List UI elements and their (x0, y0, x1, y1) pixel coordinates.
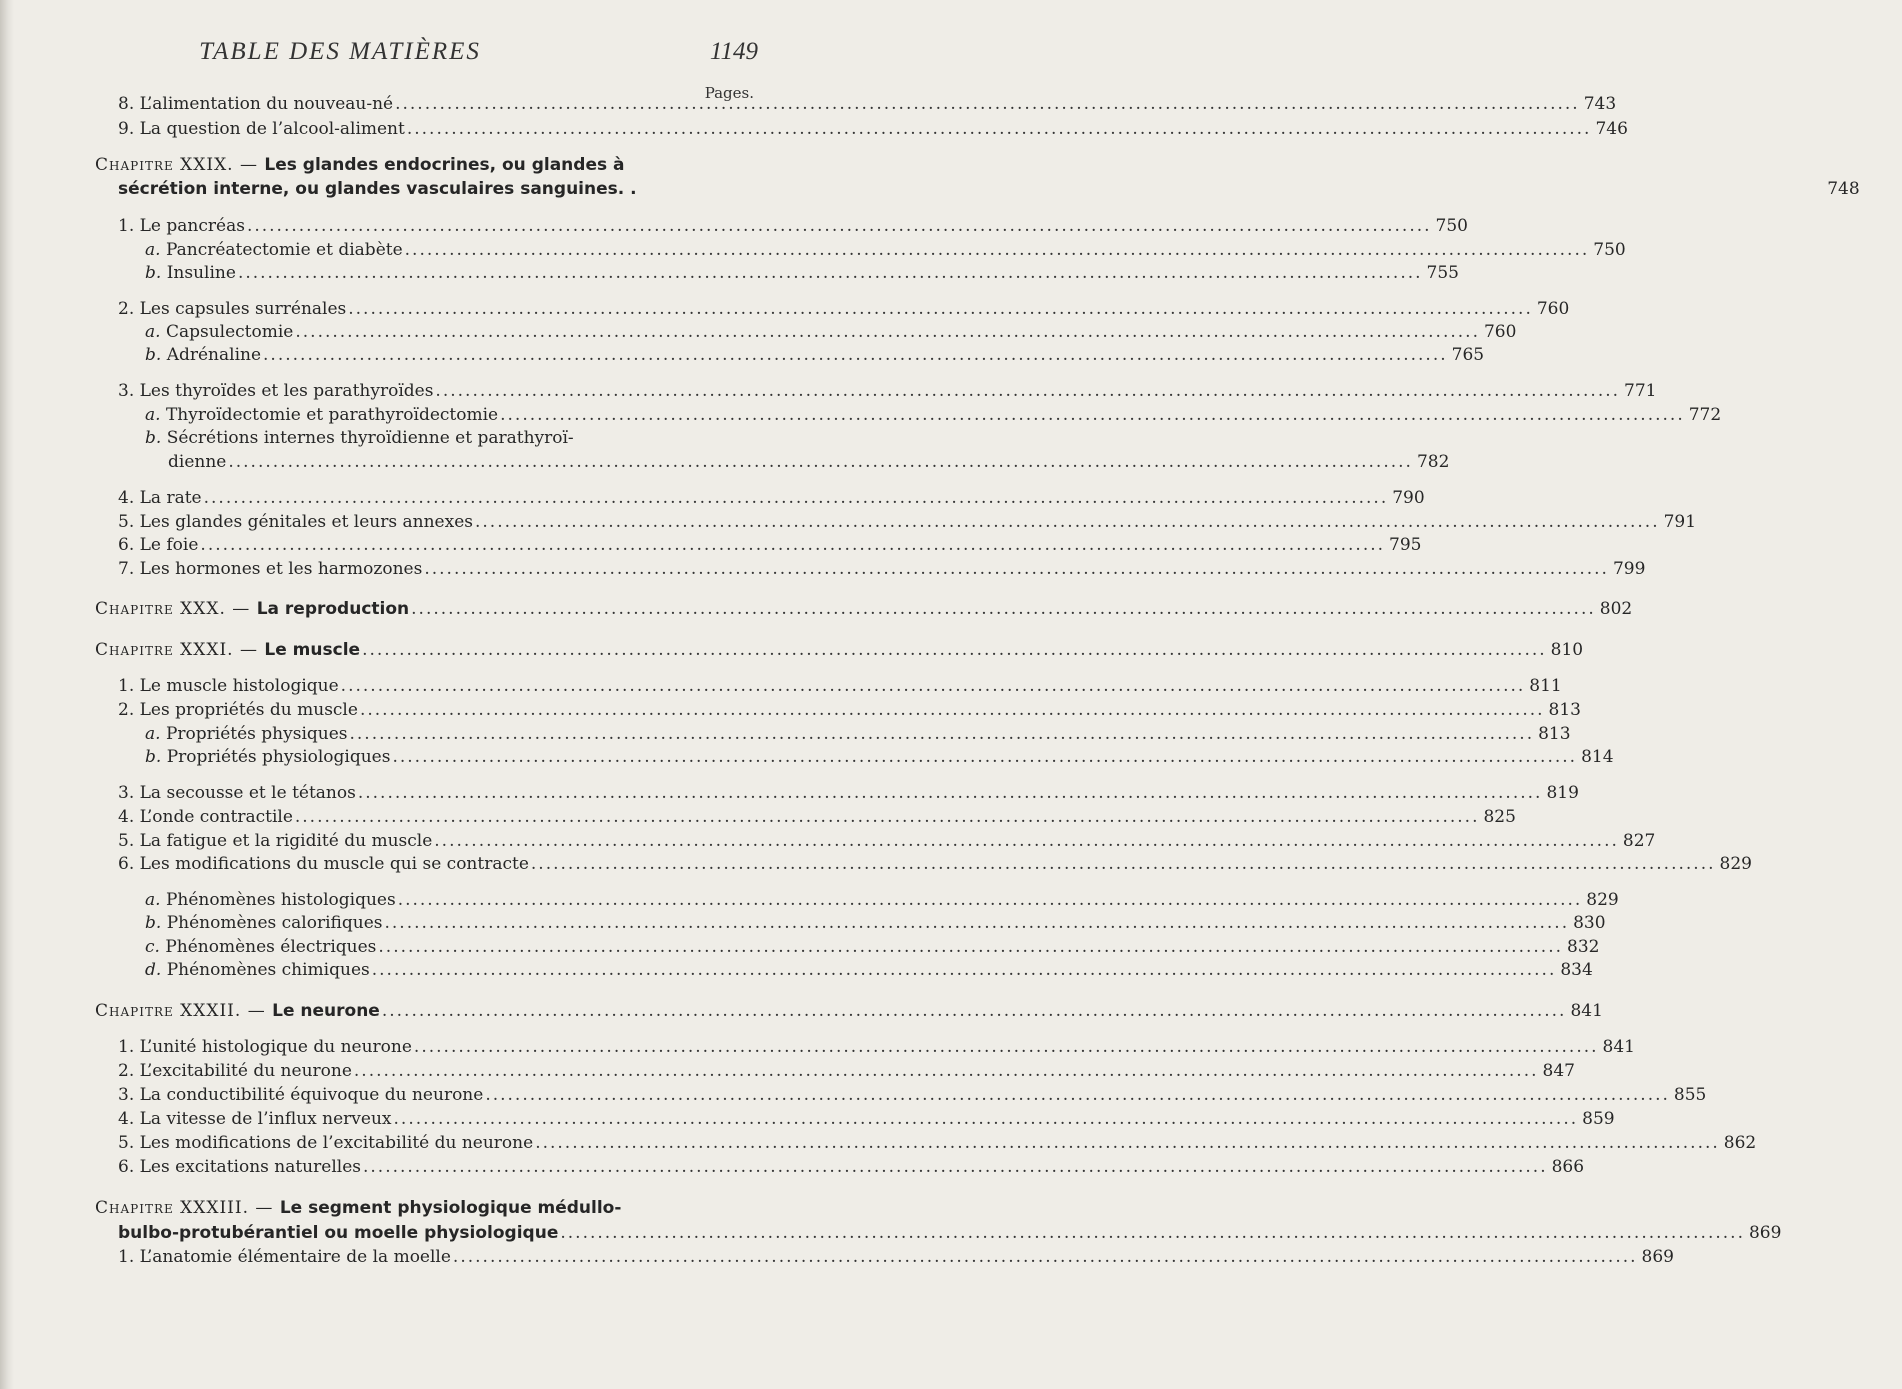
toc-entry: 3. La conductibilité équivoque du neurone ..... 855 (0, 1083, 918, 1107)
toc-entry: 4. La rate ..... 790 (0, 486, 918, 510)
toc-entry: 3. Les thyroïdes et les parathyroïdes ..... 771 (0, 379, 918, 403)
toc-entry: 4. L’onde contractile ..... 825 (0, 805, 918, 829)
toc-entry: 1. L’unité histologique du neurone ..... 841 (0, 1035, 918, 1059)
toc-entry: 4. La vitesse de l’influx nerveux ..... 859 (0, 1107, 918, 1131)
toc-subentry-continued: dienne ..... 782 (0, 450, 968, 474)
toc-subentry: b. Propriétés physiologiques ..... 814 (0, 745, 945, 769)
toc-entry: 2. L’excitabilité du neurone ..... 847 (0, 1059, 918, 1083)
toc-subentry: a. Capsulectomie ..... 760 (0, 320, 945, 344)
toc-entry: 9. La question de l’alcool-aliment ..... 746 (0, 117, 918, 141)
toc-entry: 2. Les propriétés du muscle ..... 813 (0, 698, 918, 722)
toc-subentry: b. Insuline ..... 755 (0, 261, 945, 285)
chapter-heading: Chapitre XXX. — La reproduction ..... 802 (0, 597, 895, 621)
toc-subentry: c. Phénomènes électriques ..... 832 (0, 935, 945, 959)
toc-subentry: b. Phénomènes calorifiques ..... 830 (0, 911, 945, 935)
toc-entry: 5. Les glandes génitales et leurs annexes ..... 791 (0, 510, 918, 534)
toc-subentry: a. Thyroïdectomie et parathyroïdectomie ..... 772 (0, 403, 945, 427)
chapter-heading: Chapitre XXXII. — Le neurone ..... 841 (0, 999, 895, 1023)
pages-column-label: Pages. (704, 84, 754, 102)
toc-entry: 6. Le foie ..... 795 (0, 533, 918, 557)
chapter-heading-continued: sécrétion interne, ou glandes vasculaires sanguines. . 748 (118, 179, 1860, 199)
toc-entry: 5. Les modifications de l’excitabilité du neurone ..... 862 (0, 1131, 918, 1155)
page-number: 1149 (709, 38, 758, 65)
toc-subentry: b. Sécrétions internes thyroïdienne et parathyroï- (145, 428, 574, 448)
toc-entry: 1. Le pancréas ..... 750 (0, 214, 918, 238)
toc-entry: 8. L’alimentation du nouveau-né ..... 743 (0, 92, 918, 116)
toc-entry: 1. Le muscle histologique ..... 811 (0, 674, 918, 698)
running-header-title: TABLE DES MATIÈRES (199, 38, 481, 65)
toc-entry: 3. La secousse et le tétanos ..... 819 (0, 781, 918, 805)
toc-entry: 6. Les modifications du muscle qui se contracte ..... 829 (0, 852, 918, 876)
toc-entry: 5. La fatigue et la rigidité du muscle ..... 827 (0, 829, 918, 853)
toc-subentry: b. Adrénaline ..... 765 (0, 343, 945, 367)
toc-subentry: a. Phénomènes histologiques ..... 829 (0, 888, 945, 912)
toc-subentry: a. Pancréatectomie et diabète ..... 750 (0, 238, 945, 262)
chapter-heading: Chapitre XXIX. — Les glandes endocrines, ou glandes à (95, 155, 625, 175)
toc-entry: 1. L’anatomie élémentaire de la moelle ..... 869 (0, 1245, 918, 1269)
toc-entry: 2. Les capsules surrénales ..... 760 (0, 297, 918, 321)
chapter-heading: Chapitre XXXIII. — Le segment physiologique médullo- (95, 1198, 622, 1218)
chapter-heading-continued: bulbo-protubérantiel ou moelle physiologique ..... 869 (0, 1221, 918, 1245)
chapter-heading: Chapitre XXXI. — Le muscle ..... 810 (0, 638, 895, 662)
toc-subentry: a. Propriétés physiques ..... 813 (0, 722, 945, 746)
toc-subentry: d. Phénomènes chimiques ..... 834 (0, 958, 945, 982)
toc-entry: 6. Les excitations naturelles ..... 866 (0, 1155, 918, 1179)
toc-entry: 7. Les hormones et les harmozones ..... 799 (0, 557, 918, 581)
